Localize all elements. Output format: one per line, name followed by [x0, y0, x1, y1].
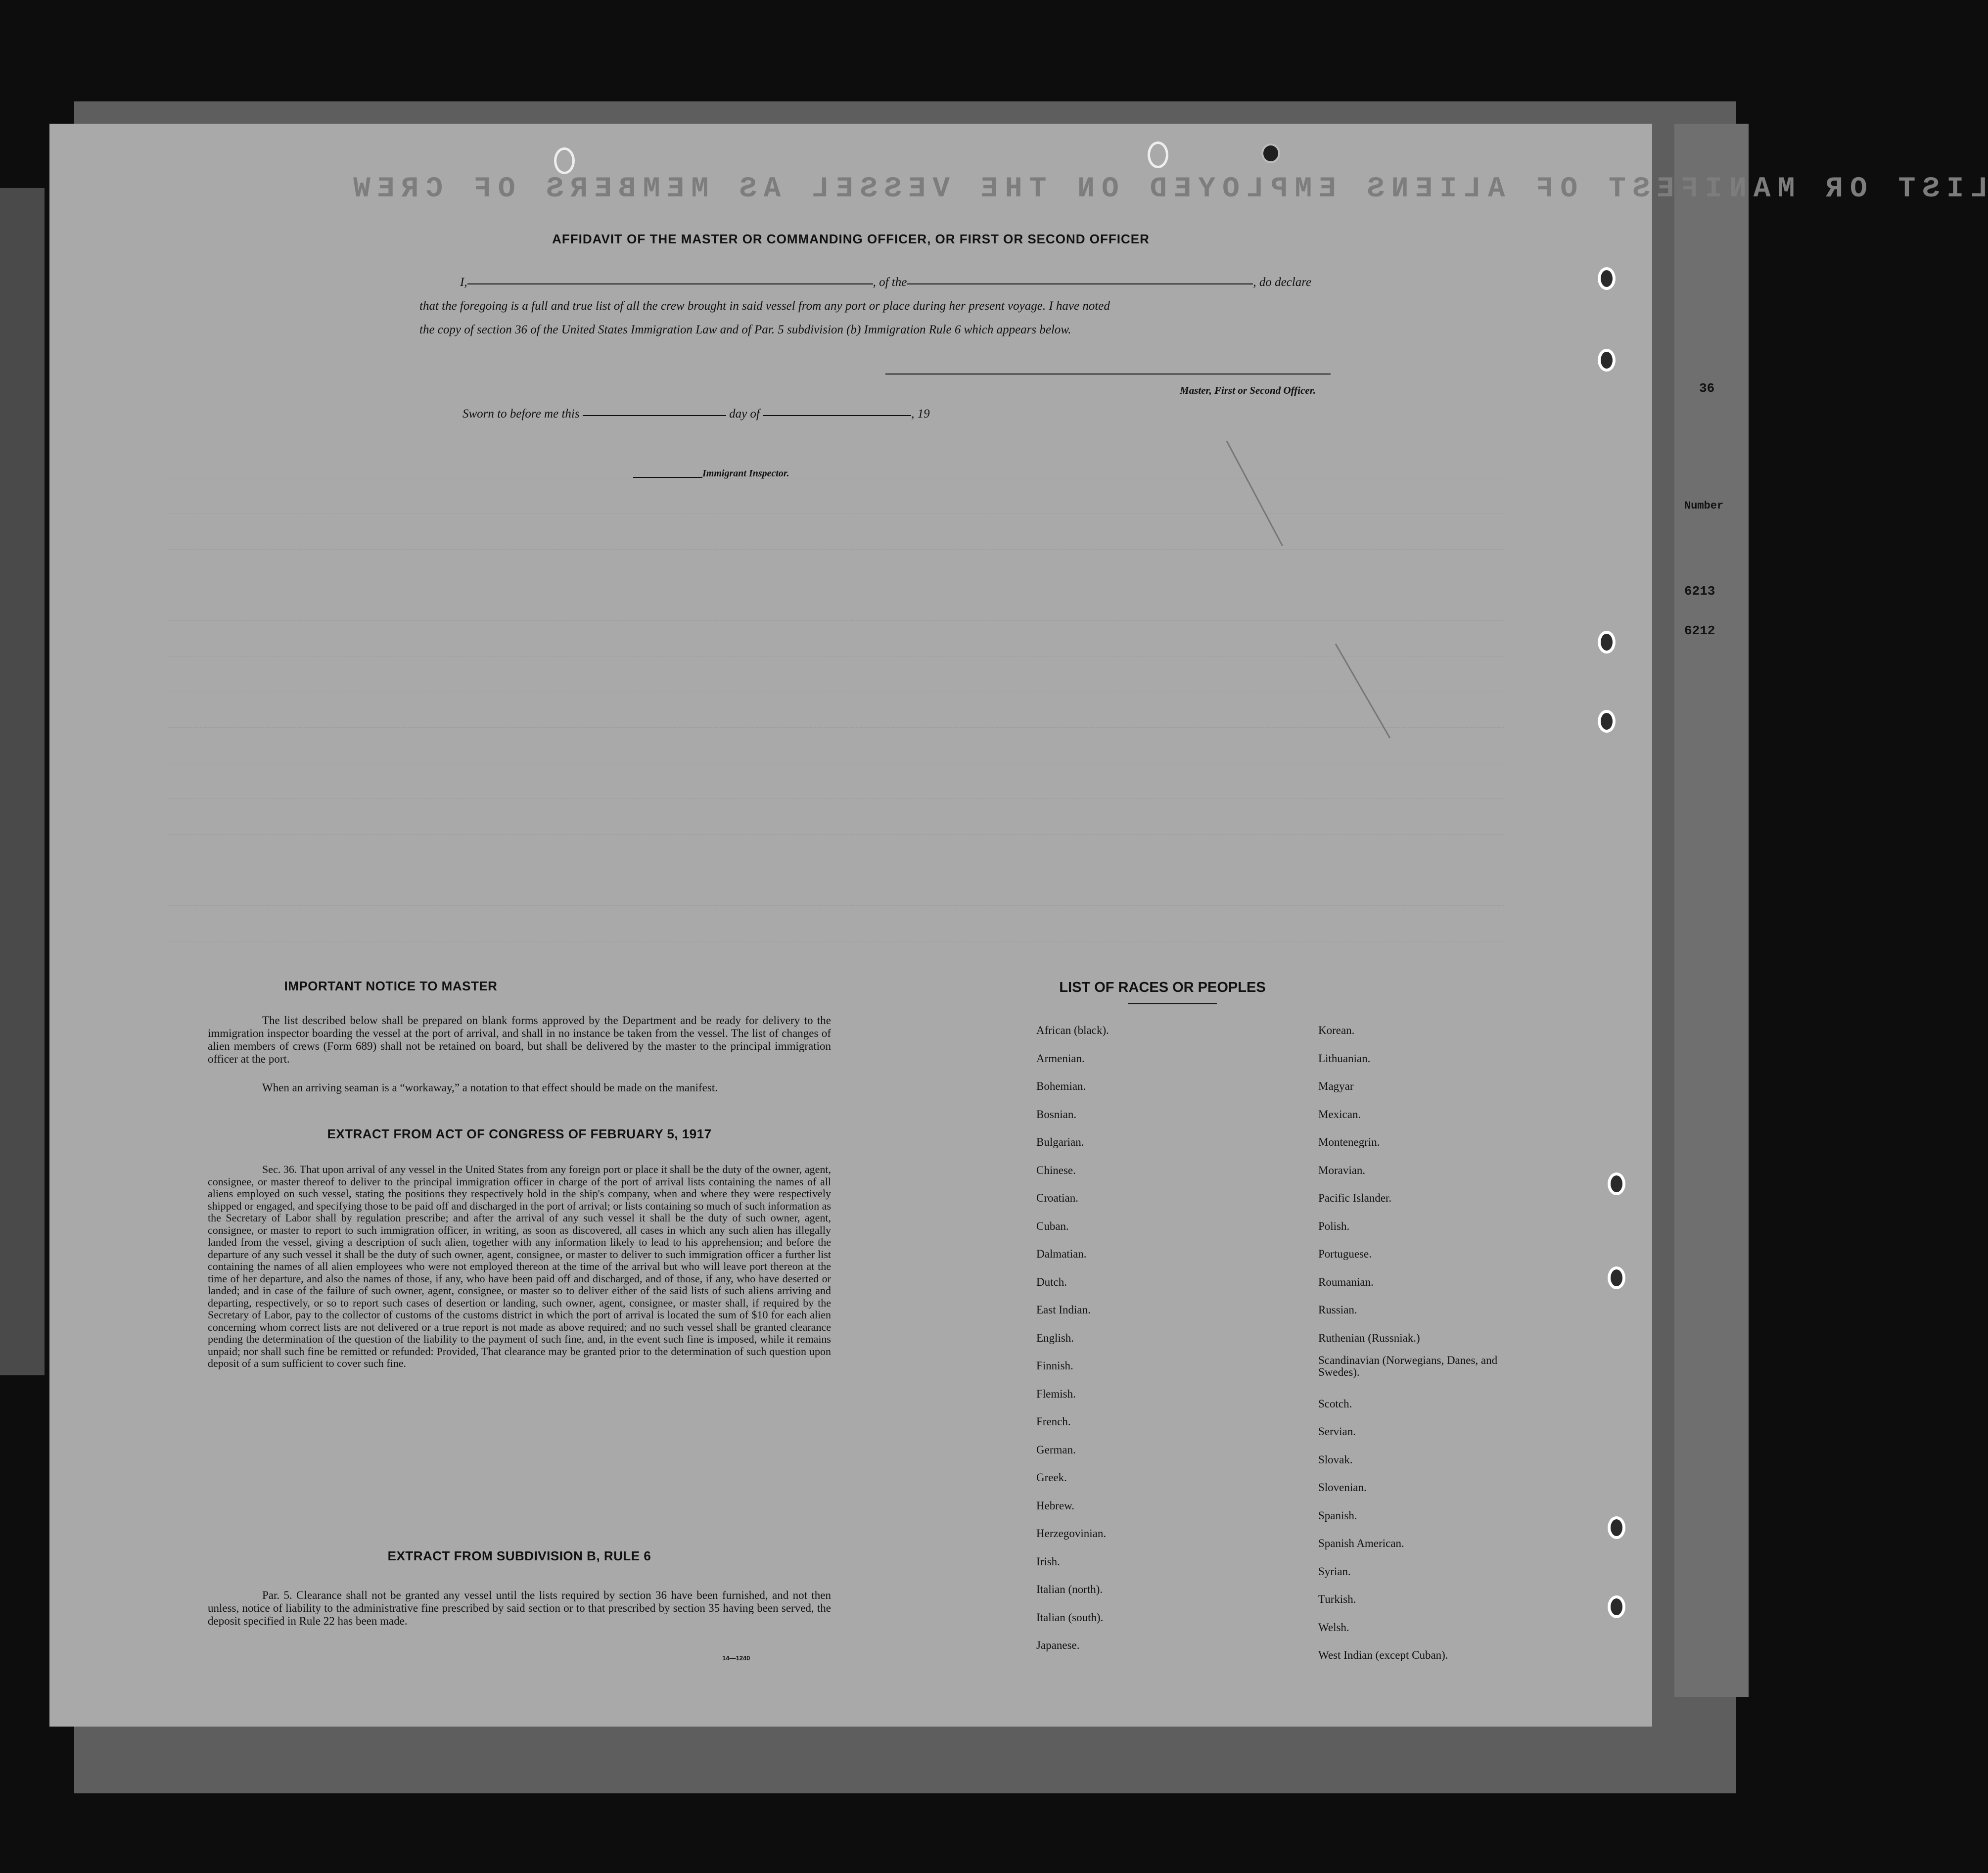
race-item: Slovenian. — [1318, 1481, 1367, 1494]
race-item: Servian. — [1318, 1425, 1356, 1438]
race-item: Scandinavian (Norwegians, Danes, and Swedes). — [1318, 1354, 1498, 1378]
margin-number-label: Number — [1684, 500, 1724, 512]
affidavit-line-2: that the foregoing is a full and true list of all the crew brought in said vessel from any port or place during her present voyage. I have noted — [419, 299, 1110, 313]
sworn-day-of: day of — [729, 407, 760, 421]
sworn-line — [462, 407, 930, 421]
ghost-row — [168, 567, 1504, 585]
ghost-row — [168, 638, 1504, 656]
punch-hole — [1598, 631, 1616, 654]
race-item: Ruthenian (Russniak.) — [1318, 1331, 1420, 1344]
race-item: Spanish. — [1318, 1509, 1357, 1522]
show-through-title: LIST OR MANIFEST OF ALIENS EMPLOYED ON THE VESSEL AS MEMBERS OF CREW — [346, 173, 1988, 205]
sworn-day-field[interactable] — [583, 413, 726, 416]
margin-6213: 6213 — [1684, 584, 1715, 599]
race-item: Lithuanian. — [1318, 1052, 1371, 1065]
affidavit-title: AFFIDAVIT OF THE MASTER OR COMMANDING OFFICER, OR FIRST OR SECOND OFFICER — [552, 232, 1150, 246]
race-item: Portuguese. — [1318, 1248, 1372, 1260]
inspector-caption: Immigrant Inspector. — [702, 468, 789, 479]
ghost-row — [168, 816, 1504, 835]
punch-hole — [1261, 143, 1280, 163]
race-item: Bosnian. — [1036, 1108, 1077, 1121]
rule-extract-text: Par. 5. Clearance shall not be granted any vessel until the lists required by section 36 have been furnished, and not then unless, notice of liability to the administrative fine prescribed by said section or to that prescribed by section 35 having been served, the deposit specified in Rule 22 has been made. — [208, 1589, 831, 1627]
notice-paragraph-1: The list described below shall be prepared on blank forms approved by the Department and be ready for delivery to the immigration inspector boarding the vessel at the port of arrival, and shall in no instance be taken from the vessel. The list of changes of alien members of crews (Form 689) shall not be retained on board, but shall be delivered by the master to the principal immigration officer at the port. — [208, 1014, 831, 1065]
affidavit-line-1 — [460, 276, 1311, 289]
signature-caption: Master, First or Second Officer. — [1180, 384, 1316, 396]
notice-paragraph-2: When an arriving seaman is a “workaway,” a notation to that effect should be made on the manifest. — [262, 1081, 718, 1094]
ghost-row — [168, 496, 1504, 514]
race-item: Spanish American. — [1318, 1537, 1404, 1549]
race-item: Syrian. — [1318, 1565, 1351, 1578]
race-item: Bohemian. — [1036, 1080, 1086, 1092]
sworn-prefix: Sworn to before me this — [462, 407, 580, 421]
races-heading: LIST OF RACES OR PEOPLES — [1059, 980, 1266, 995]
race-item: Dalmatian. — [1036, 1248, 1087, 1260]
race-item: Pacific Islander. — [1318, 1192, 1392, 1204]
sworn-month-field[interactable] — [763, 413, 911, 416]
race-item: West Indian (except Cuban). — [1318, 1649, 1448, 1661]
signature-line[interactable] — [885, 374, 1331, 375]
sworn-year: , 19 — [911, 407, 930, 421]
punch-hole — [1608, 1595, 1625, 1618]
rule-extract-heading: EXTRACT FROM SUBDIVISION B, RULE 6 — [387, 1548, 651, 1563]
affidavit-i: I, — [460, 276, 467, 289]
race-item: Welsh. — [1318, 1621, 1349, 1634]
ghost-row — [168, 460, 1504, 478]
race-item: Japanese. — [1036, 1639, 1080, 1651]
race-item: Hebrew. — [1036, 1499, 1075, 1512]
race-item: Russian. — [1318, 1304, 1357, 1316]
binder-ring — [554, 147, 575, 174]
ghost-row — [168, 674, 1504, 692]
race-item: Slovak. — [1318, 1453, 1353, 1466]
race-item: Herzegovinian. — [1036, 1527, 1107, 1540]
ghost-row — [168, 781, 1504, 799]
ghost-row — [168, 888, 1504, 906]
form-number: 14—1240 — [722, 1654, 750, 1662]
master-name-field[interactable] — [467, 281, 873, 284]
punch-hole — [1598, 710, 1616, 733]
punch-hole — [1598, 267, 1616, 290]
race-item: Croatian. — [1036, 1192, 1078, 1204]
race-item: Turkish. — [1318, 1593, 1356, 1605]
races-rule — [1128, 1003, 1217, 1004]
vessel-name-field[interactable] — [907, 281, 1253, 284]
paper-crease — [1226, 441, 1283, 546]
race-item: Finnish. — [1036, 1359, 1073, 1372]
punch-hole — [1608, 1266, 1625, 1289]
act-extract-text: Sec. 36. That upon arrival of any vessel in the United States from any foreign port or place it shall be the duty of the owner, agent, consignee, or master thereof to deliver to the principal immigration officer in charge of the port of arrival lists containing the names of all aliens employed on such vessel, stating the positions they respectively hold in the ship's company, when and where they were respectively shipped or engaged, and specifying those to be paid off and discharged in the port of arrival; or lists containing so much of such information as the Secretary of Labor shall by regulation prescribe; and after the arrival of any such vessel it shall be the duty of such owner, agent, consignee, or master to report to such immigration officer, in writing, as soon as discovered, all cases in which any such alien has illegally landed from the vessel, giving a description of such alien, together with any information likely to lead to his apprehension; and before the departure of any such vessel it shall be the duty of such owner, agent, consignee, or master to deliver to such immigration officer a further list containing the names of all alien employees who were not employed thereon at the time of the arrival but who will leave port thereon at the time of her departure, and also the names of those, if any, who have been paid off and discharged, and of those, if any, who have deserted or landed; and in case of the failure of such owner, agent, consignee, or master so to deliver either of the said lists of such aliens arriving and departing, respectively, or so to report such cases of desertion or landing, such owner, agent, consignee, or master shall, if required by the Secretary of Labor, pay to the collector of customs of the customs district in which the port of arrival is located the sum of $10 for each alien concerning whom correct lists are not delivered or a true report is not made as above required; and no such vessel shall be granted clearance pending the determination of the question of the liability to the payment of such fine, and, in the event such fine is imposed, while it remains unpaid; nor shall such fine be remitted or refunded: Provided, That clearance may be granted prior to the determination of such question upon deposit of a sum sufficient to cover such fine. — [208, 1163, 831, 1369]
affidavit-of-the: , of the — [873, 276, 907, 289]
binder-ring — [1148, 141, 1168, 168]
race-item: German. — [1036, 1443, 1076, 1456]
race-item: French. — [1036, 1415, 1071, 1428]
race-item: Dutch. — [1036, 1275, 1067, 1288]
ghost-row — [168, 745, 1504, 763]
race-item: Montenegrin. — [1318, 1136, 1380, 1148]
ghost-row — [168, 709, 1504, 728]
race-item: African (black). — [1036, 1024, 1109, 1036]
notice-heading: IMPORTANT NOTICE TO MASTER — [284, 979, 498, 993]
race-item: Flemish. — [1036, 1387, 1076, 1400]
left-adjacent-page — [0, 188, 45, 1375]
punch-hole — [1608, 1516, 1625, 1539]
race-item: Polish. — [1318, 1219, 1350, 1232]
race-item: Magyar — [1318, 1080, 1354, 1092]
punch-hole — [1598, 349, 1616, 372]
race-item: Mexican. — [1318, 1108, 1361, 1121]
right-adjacent-page — [1674, 124, 1749, 1697]
race-item: English. — [1036, 1331, 1074, 1344]
race-item: Chinese. — [1036, 1164, 1076, 1176]
inspector-line[interactable] — [633, 477, 702, 478]
ghost-row — [168, 531, 1504, 550]
punch-hole — [1608, 1172, 1625, 1195]
margin-6212: 6212 — [1684, 623, 1715, 638]
race-item: Scotch. — [1318, 1397, 1352, 1410]
race-item: Greek. — [1036, 1471, 1067, 1484]
race-item: Moravian. — [1318, 1164, 1366, 1176]
act-extract-heading: EXTRACT FROM ACT OF CONGRESS OF FEBRUARY 5, 1917 — [327, 1126, 712, 1141]
race-item: Italian (north). — [1036, 1583, 1103, 1595]
ghost-row — [168, 923, 1504, 941]
race-item: Irish. — [1036, 1555, 1060, 1568]
affidavit-line-3: the copy of section 36 of the United States Immigration Law and of Par. 5 subdivision (b) Immigration Rule 6 which appears below. — [419, 323, 1071, 336]
race-item: Armenian. — [1036, 1052, 1085, 1065]
race-item: East Indian. — [1036, 1304, 1091, 1316]
race-item: Roumanian. — [1318, 1275, 1374, 1288]
race-item: Korean. — [1318, 1024, 1355, 1036]
race-item: Cuban. — [1036, 1219, 1069, 1232]
race-item: Bulgarian. — [1036, 1136, 1084, 1148]
ghost-row — [168, 852, 1504, 870]
margin-36: 36 — [1699, 381, 1715, 396]
race-item: Italian (south). — [1036, 1611, 1104, 1624]
ghost-row — [168, 603, 1504, 621]
affidavit-do-declare: , do declare — [1253, 276, 1312, 289]
